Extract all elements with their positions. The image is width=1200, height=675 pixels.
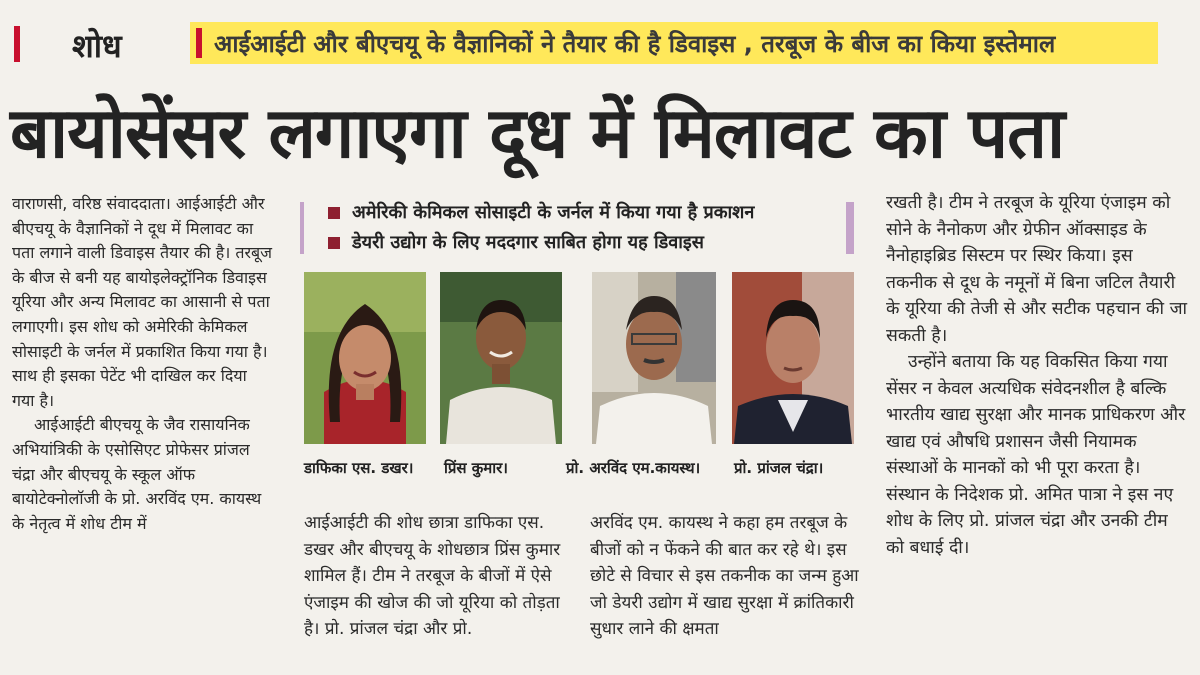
section-label: शोध <box>72 27 122 65</box>
woman-portrait-icon <box>304 272 426 444</box>
paragraph: आईआईटी बीएचयू के जैव रासायनिक अभियांत्रिकी के एसोसिएट प्रोफेसर प्रांजल चंद्रा और बीएचयू के स्कूल ऑफ बायोटेक्नोलॉजी के प्रो. अरविंद एम. कायस्थ के नेतृत्व में शोध टीम में <box>12 415 262 533</box>
section-marker <box>14 26 20 62</box>
paragraph: रखती है। टीम ने तरबूज के यूरिया एंजाइम को सोने के नैनोकण और ग्रेफीन ऑक्साइड के नैनोहाइब्रिड सिस्टम पर स्थिर किया। इस तकनीक से दूध के नमूनों में बिना जटिल तैयारी के यूरिया की तेजी से और सटीक पहचान की जा सकती है। <box>886 193 1188 346</box>
square-bullet-icon <box>328 237 340 249</box>
man-portrait-icon <box>592 272 716 444</box>
highlight-text: डेयरी उद्योग के लिए मददगार साबित होगा यह डिवाइस <box>352 232 704 253</box>
headline: बायोसेंसर लगाएगा दूध में मिलावट का पता <box>10 92 1065 174</box>
square-bullet-icon <box>328 207 340 219</box>
photo-arvind-kayastha <box>592 272 716 444</box>
highlight-text: अमेरिकी केमिकल सोसाइटी के जर्नल में किया गया है प्रकाशन <box>352 202 755 223</box>
photo-caption: प्रिंस कुमार। <box>444 459 508 477</box>
article-column-left <box>12 192 274 664</box>
highlight-item <box>328 200 754 224</box>
highlights-box <box>300 196 852 262</box>
man-portrait-icon <box>440 272 562 444</box>
highlight-item <box>328 230 704 254</box>
paragraph: उन्होंने बताया कि यह विकसित किया गया सेंसर न केवल अत्यधिक संवेदनशील है बल्कि भारतीय खाद्य सुरक्षा और मानक प्राधिकरण और खाद्य एवं औषधि प्रशासन जैसी नियामक संस्थाओं के मानकों को भी पूरा करता है। संस्थान के निदेशक प्रो. अमित पात्रा ने इस नए शोध के लिए प्रो. प्रांजल चंद्रा और उनकी टीम को बधाई दी। <box>886 352 1186 558</box>
kicker-text: आईआईटी और बीएचयू के वैज्ञानिकों ने तैयार की है डिवाइस , तरबूज के बीज का किया इस्तेमाल <box>214 30 1056 58</box>
photo-caption: प्रो. अरविंद एम.कायस्थ। <box>566 459 701 477</box>
article-column-right <box>886 190 1188 668</box>
article-column-middle-2 <box>590 510 860 643</box>
photo-prince-kumar <box>440 272 562 444</box>
paragraph: आईआईटी की शोध छात्रा डाफिका एस. डखर और बीएचयू के शोधछात्र प्रिंस कुमार शामिल हैं। टीम ने तरबूज के बीजों में ऐसे एंजाइम की खोज की जो यूरिया को तोड़ता है। प्रो. प्रांजल चंद्रा और प्रो. <box>304 513 561 639</box>
photo-caption: डाफिका एस. डखर। <box>304 459 414 477</box>
paragraph: अरविंद एम. कायस्थ ने कहा हम तरबूज के बीजों को न फेंकने की बात कर रहे थे। इस छोटे से विचार से इस तकनीक का जन्म हुआ जो डेयरी उद्योग में खाद्य सुरक्षा में क्रांतिकारी सुधार लाने की क्षमता <box>590 513 859 639</box>
man-portrait-icon <box>732 272 854 444</box>
paragraph: वाराणसी, वरिष्ठ संवाददाता। आईआईटी और बीएचयू के वैज्ञानिकों ने दूध में मिलावट का पता लगाने वाली डिवाइस तैयार की है। तरबूज के बीज से बनी यह बायोइलेक्ट्रॉनिक डिवाइस यूरिया और अन्य मिलावट का आसानी से पता लगाएगी। इस शोध को अमेरिकी केमिकल सोसाइटी के जर्नल में प्रकाशित किया गया है। साथ ही इसका पेटेंट भी दाखिल कर दिया गया है। <box>12 194 273 410</box>
article-column-middle-1 <box>304 510 566 643</box>
photo-pranjal-chandra <box>732 272 854 444</box>
photo-caption: प्रो. प्रांजल चंद्रा। <box>734 459 824 477</box>
kicker-marker <box>196 28 202 58</box>
photo-dafika-dakhar <box>304 272 426 444</box>
